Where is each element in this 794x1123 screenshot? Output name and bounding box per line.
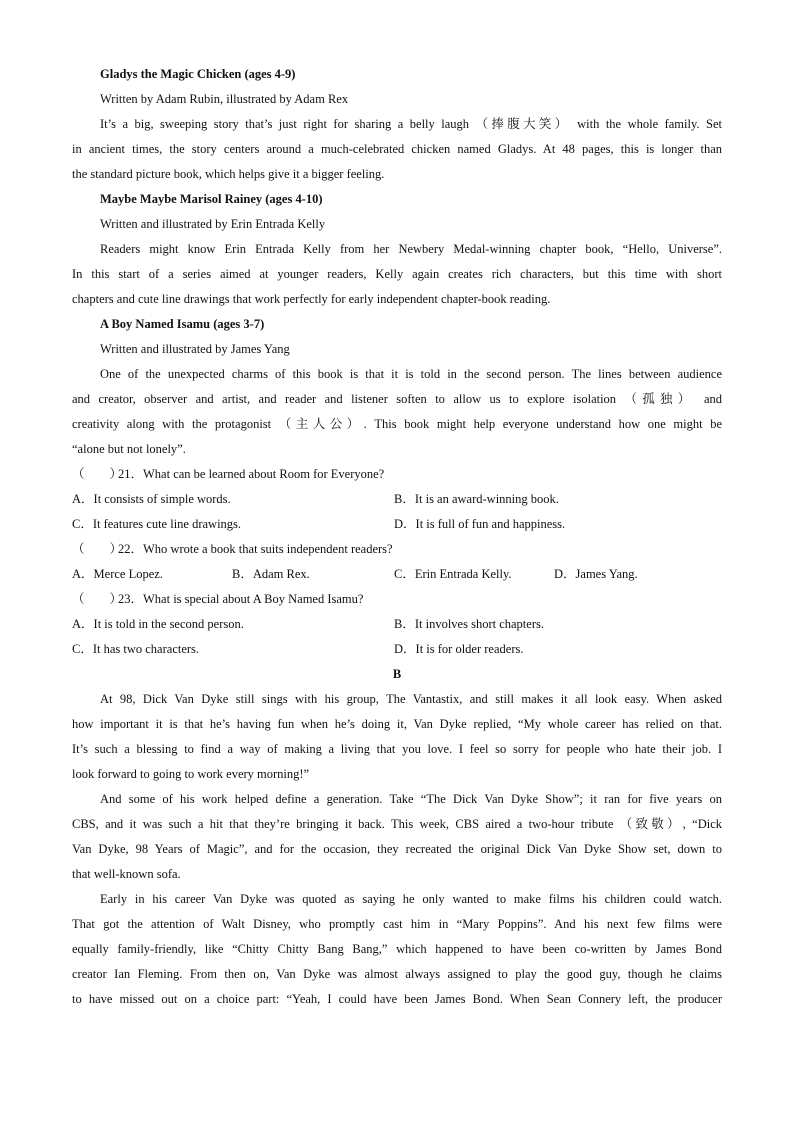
paragraph-line: that well-known sofa. [72, 867, 181, 881]
options-row [72, 487, 722, 512]
question-22 [72, 537, 722, 562]
paragraph-line: CBS, and it was such a hit that they’re bringing it back. This week, CBS aired a two-hour tribute （致敬）, “Dick [72, 817, 722, 831]
paragraph-line: That got the attention of Walt Disney, who promptly cast him in “Mary Poppins”. And his next few films were [72, 917, 722, 931]
options-row [72, 637, 722, 662]
paragraph-line: At 98, Dick Van Dyke still sings with his group, The Vantastix, and still makes it all look easy. When asked [100, 692, 722, 706]
question-stem: 22．Who wrote a book that suits independent readers? [118, 542, 393, 556]
book-title-gladys: Gladys the Magic Chicken (ages 4-9) [100, 67, 296, 81]
option-c[interactable]: C．It features cute line drawings. [72, 517, 242, 531]
question-23 [72, 587, 722, 612]
question-stem: 23．What is special about A Boy Named Isamu? [118, 592, 364, 606]
paragraph-line: equally family-friendly, like “Chitty Chitty Bang Bang,” which happened to have been co-written by James Bond [72, 942, 722, 956]
section-b-heading: B [392, 667, 402, 681]
option-d[interactable]: D．It is full of fun and happiness. [394, 517, 566, 531]
book-title-isamu: A Boy Named Isamu (ages 3-7) [100, 317, 265, 331]
paragraph-line: creator Ian Fleming. From then on, Van Dyke was almost always assigned to play the good guy, though he claims [72, 967, 722, 981]
options-row [72, 562, 722, 587]
paragraph-line: to have missed out on a choice part: “Yeah, I could have been James Bond. When Sean Connery left, the producer [72, 992, 722, 1006]
paragraph-line: “alone but not lonely”. [72, 442, 186, 456]
paragraph-line: It’s a big, sweeping story that’s just right for sharing a belly laugh （捧腹大笑） with the whole family. Set [100, 117, 722, 131]
answer-blank[interactable]: （ ） [72, 467, 123, 481]
option-b[interactable]: B．It is an award-winning book. [394, 492, 559, 506]
paragraph-line: the standard picture book, which helps give it a bigger feeling. [72, 167, 385, 181]
options-row [72, 512, 722, 537]
paragraph-line: In this start of a series aimed at younger readers, Kelly again creates rich characters, but this time with short [72, 267, 722, 281]
paragraph-line: Van Dyke, 98 Years of Magic”, and for the occasion, they recreated the original Dick Van Dyke Show set, down to [72, 842, 722, 856]
paragraph-line: It’s such a blessing to find a way of making a living that you love. I feel so sorry for people who hate their job. I [72, 742, 722, 756]
option-b[interactable]: B．Adam Rex. [232, 567, 310, 581]
paragraph-line: look forward to going to work every morning!” [72, 767, 310, 781]
book-title-marisol: Maybe Maybe Marisol Rainey (ages 4-10) [100, 192, 323, 206]
paragraph-line: And some of his work helped define a generation. Take “The Dick Van Dyke Show”; it ran for five years on [100, 792, 722, 806]
paragraph-line: Early in his career Van Dyke was quoted as saying he only wanted to make films his children could watch. [100, 892, 722, 906]
option-d[interactable]: D．It is for older readers. [394, 642, 524, 656]
option-c[interactable]: C．It has two characters. [72, 642, 200, 656]
option-b[interactable]: B．It involves short chapters. [394, 617, 544, 631]
book-credit-isamu: Written and illustrated by James Yang [100, 342, 290, 356]
paragraph-line: creativity along with the protagonist （主人公）. This book might help everyone understand how one might be [72, 417, 722, 431]
paragraph-line: chapters and cute line drawings that work perfectly for early independent chapter-book reading. [72, 292, 551, 306]
option-a[interactable]: A．It consists of simple words. [72, 492, 231, 506]
paragraph-line: Readers might know Erin Entrada Kelly from her Newbery Medal-winning chapter book, “Hello, Universe”. [100, 242, 722, 256]
question-stem: 21．What can be learned about Room for Everyone? [118, 467, 385, 481]
book-credit-marisol: Written and illustrated by Erin Entrada Kelly [100, 217, 326, 231]
paragraph-line: One of the unexpected charms of this book is that it is told in the second person. The lines between audience [100, 367, 722, 381]
option-a[interactable]: A．It is told in the second person. [72, 617, 244, 631]
answer-blank[interactable]: （ ） [72, 592, 123, 606]
document-page [72, 62, 722, 1012]
option-d[interactable]: D．James Yang. [554, 567, 638, 581]
book-credit-gladys: Written by Adam Rubin, illustrated by Adam Rex [100, 92, 349, 106]
answer-blank[interactable]: （ ） [72, 542, 123, 556]
option-a[interactable]: A．Merce Lopez. [72, 567, 163, 581]
question-21 [72, 462, 722, 487]
paragraph-line: and creator, observer and artist, and reader and listener soften to allow us to explore isolation （孤独） and [72, 392, 722, 406]
paragraph-line: in ancient times, the story centers around a much-celebrated chicken named Gladys. At 48 pages, this is longer than [72, 142, 722, 156]
option-c[interactable]: C．Erin Entrada Kelly. [394, 567, 512, 581]
paragraph-line: how important it is that he’s having fun when he’s doing it, Van Dyke replied, “My whole career has relied on that. [72, 717, 722, 731]
options-row [72, 612, 722, 637]
